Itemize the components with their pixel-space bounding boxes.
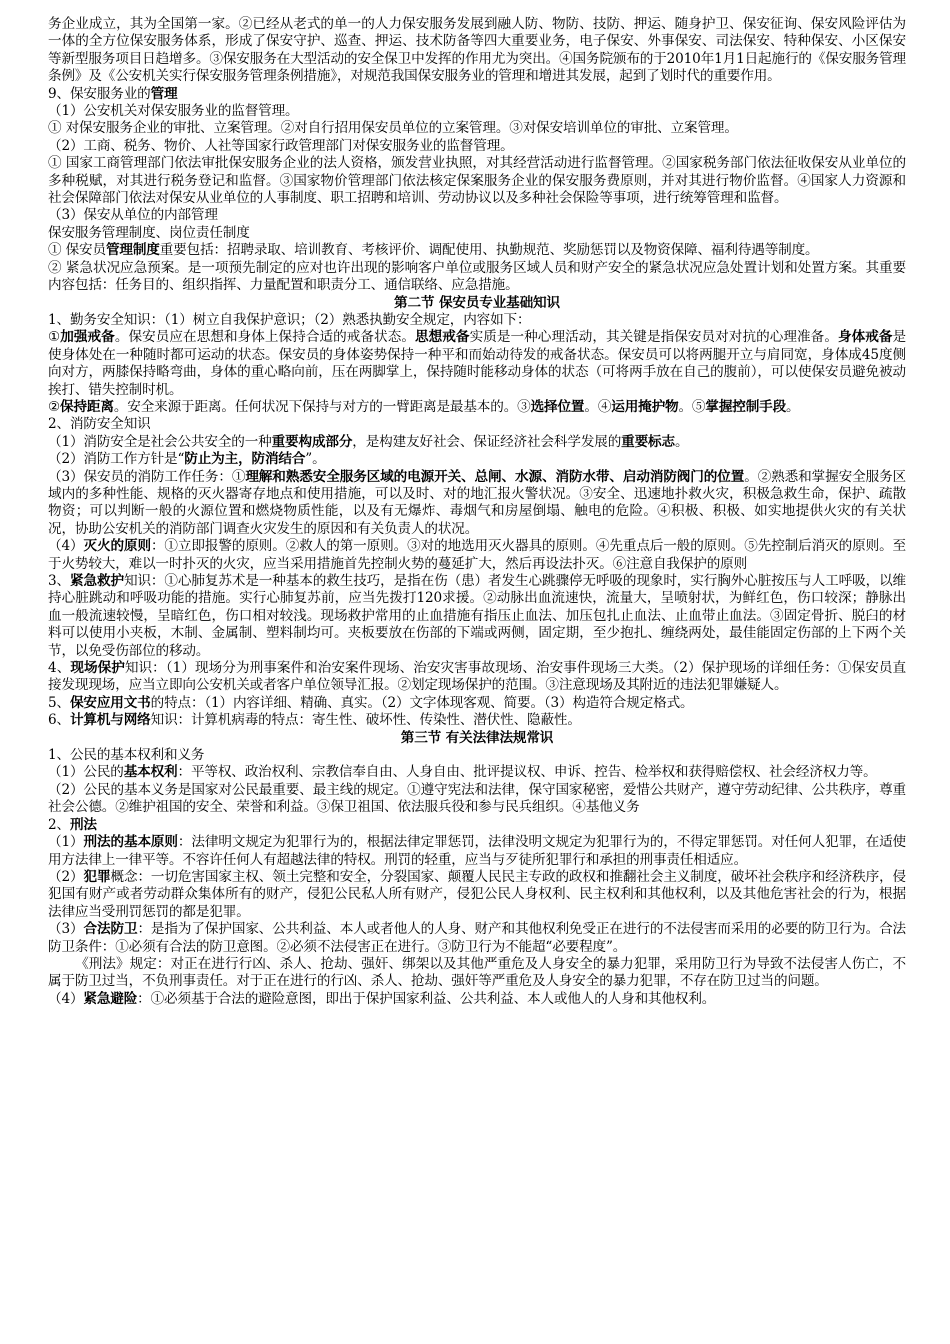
text-run: （2）工商、税务、物价、人社等国家行政管理部门对保安服务业的监督管理。: [48, 137, 514, 154]
text-run: ：法律明文规定为犯罪行为的，根据法律定罪惩罚，法律没明文规定为犯罪行为的，不得定罪惩罚。对任何人犯罪，在适使用方法律上一律平等。不容许任何人有超越法律的特权。刑罚的轻重，应当与歹徒所犯罪行和承担的刑事责任相适应。: [48, 834, 906, 868]
bold-run: 管理: [150, 85, 178, 102]
bold-run: 运用掩护物: [611, 398, 679, 415]
paragraph: [48, 712, 906, 729]
paragraph: [48, 834, 906, 869]
text-run: 概念：一切危害国家主权、领土完整和安全，分裂国家、颠覆人民民主专政的政权和推翻社会主义制度，破坏社会秩序和经济秩序，侵犯国有财产或者劳动群众集体所有的财产，侵犯公民私人所有财产，侵犯公民人身权利、民主权利和其他权利，以及其他危害社会的行为，根据法律应当受刑罚惩罚的都是犯罪。: [48, 868, 906, 920]
bold-run: 刑法的基本原则: [83, 834, 178, 851]
bold-run: 基本权利: [123, 764, 178, 781]
paragraph: [48, 921, 906, 956]
paragraph: [48, 782, 906, 817]
paragraph: [48, 538, 906, 573]
bold-run: 保持距离: [60, 398, 114, 415]
text-run: 的特点：（1）内容详细、精确、真实。（2）文字体现客观、简要。（3）构造符合规定格式。: [150, 694, 694, 711]
bold-run: 选择位置: [530, 398, 585, 415]
bold-run: 犯罪: [83, 868, 111, 885]
text-run: （1）公安机关对保安服务业的监督管理。: [48, 103, 299, 120]
text-run: ① 保安员: [48, 242, 106, 259]
text-run: （2）消防工作方针是“: [48, 451, 185, 468]
text-run: 。安全来源于距离。任何状况下保持与对方的一臂距离是最基本的。③: [113, 398, 531, 415]
section-heading: [48, 295, 906, 312]
bold-run: 紧急避险: [83, 990, 138, 1007]
bold-run: 刑法: [69, 816, 97, 833]
text-run: ① 国家工商管理部门依法审批保安服务企业的法人资格，颁发营业执照，对其经营活动进行监督管理。②国家税务部门依法征收保安从业单位的多种税赋，对其进行税务登记和监督。③国家物价管理部门依法核定保案服务企业的保安服务费原则，并对其进行物价监督。④国家人力资源和社会保障部门依法对保安从业单位的人事制度、职工招聘和培训、劳动协议以及多种社会保险等事项，进行统筹管理和监督。: [48, 155, 906, 207]
paragraph: [48, 120, 906, 137]
bold-run: 理解和熟悉安全服务区域的电源开关、总闸、水源、消防水带、启动消防阀门的位置: [245, 468, 745, 485]
paragraph: [48, 434, 906, 451]
text-run: 4、: [48, 660, 71, 677]
text-run: （1）公民的: [48, 764, 124, 781]
text-run: 。②熟悉和掌握安全服务区域内的多种性能、规格的灭火器寄存地点和使用措施，可以及时、对的地汇报火警状况。③安全、迅速地扑救火灾，积极急救生命，保护、疏散物资；可以判断一般的火源位置和燃烧物质性能，以及有无爆炸、毒烟气和房屋倒塌、触电的危险。④积极、积极、如实地提供火灾的有关状况，协助公安机关的消防部门调查火灾发生的原因和有关负责人的状况。: [48, 468, 907, 537]
paragraph: [48, 695, 906, 712]
text-run: 9、保安服务业的: [48, 85, 151, 102]
paragraph: [48, 103, 906, 120]
bold-run: 重要构成部分: [271, 433, 353, 450]
bold-run: 保安应用文书: [69, 694, 151, 711]
text-run: ：是指为了保护国家、公共利益、本人或者他人的人身、财产和其他权利免受正在进行的不法侵害而采用的必要的防卫行为。合法防卫条件：①必须有合法的防卫意图。②必须不法侵害正在进行。③防卫行为不能超“必要程度”。: [48, 921, 906, 955]
text-run: 1、公民的基本权利和义务: [48, 747, 205, 764]
bold-run: 紧急救护: [70, 573, 124, 589]
bold-run: 掌握控制手段: [705, 398, 787, 415]
paragraph: [48, 660, 906, 695]
text-run: ：①必须基于合法的避险意图，即出于保护国家利益、公共利益、本人或他人的人身和其他权利。: [137, 990, 716, 1007]
text-run: 务企业成立，其为全国第一家。②已经从老式的单一的人力保安服务发展到融人防、物防、技防、押运、随身护卫、保安征询、保安风险评估为一体的全方位保安服务体系，形成了保安守护、巡查、押运、技术防备等四大重要业务，电子保安、外事保安、司法保安、特种保安、小区保安等新型服务项目日趋增多。③保安服务在大型活动的安全保卫中发挥的作用尤为突出。④国务院颁布的于2010年1月1日起施行的《保安服务管理条例》及《公安机关实行保安服务管理条例措施》，对规范我国保安服务业的管理和增进其发展，起到了划时代的重要作用。: [48, 16, 906, 85]
paragraph: [48, 573, 906, 660]
bold-run: 重要标志: [621, 433, 675, 450]
text-run: 。: [786, 398, 800, 415]
text-run: 。保安员应在思想和身体上保持合适的戒备状态。: [114, 329, 415, 346]
text-run: 2、: [48, 816, 70, 833]
paragraph: [48, 207, 906, 224]
text-run: 2、消防安全知识: [48, 416, 151, 433]
text-run: 。④: [584, 398, 612, 415]
text-run: （3）保安员的消防工作任务：①: [48, 468, 246, 485]
text-run: 《刑法》规定：对正在进行行凶、杀人、抢劫、强奸、绑架以及其他严重危及人身安全的暴力犯罪，采用防卫行为导致不法侵害人伤亡，不属于防卫过当，不负刑事责任。对于正在进行的行凶、杀人、抢劫、强奸等严重危及人身安全的暴力犯罪，不存在防卫过当的问题。: [48, 955, 906, 990]
text-run: （1）消防安全是社会公共安全的一种: [48, 433, 272, 450]
text-run: ”。: [305, 451, 326, 468]
text-run: （1）: [48, 834, 84, 851]
bold-run: 灭火的原则: [83, 538, 151, 555]
text-run: ①: [48, 329, 61, 346]
text-run: 实质是一种心理活动，其关键是指保安员对对抗的心理准备。: [469, 329, 838, 346]
text-run: （2）: [48, 868, 84, 885]
text-run: ②: [48, 398, 61, 415]
text-run: 。⑤: [678, 398, 706, 415]
text-run: （4）: [48, 538, 84, 555]
paragraph: [48, 991, 906, 1008]
paragraph: [48, 764, 906, 781]
text-run: ：①立即报警的原则。②救人的第一原则。③对的地选用灭火器具的原则。④先重点后一般的原则。⑤先控制后消灭的原则。至于火势较大，难以一时扑灭的火灾，应当采用措施首先控制火势的蔓延扩大，然后再设法扑灭。⑥注意自我保护的原则: [48, 538, 906, 572]
paragraph: [48, 747, 906, 764]
bold-run: 现场保护: [70, 660, 125, 677]
text-run: （2）公民的基本义务是国家对公民最重要、最主线的规定。①遵守宪法和法律，保守国家秘密，爱惜公共财产，遵守劳动纪律、公共秩序，尊重社会公德。②维护祖国的安全、荣誉和利益。③保卫祖国、依法服兵役和参与民兵组织。④基他义务: [48, 781, 906, 816]
bold-run: 思想戒备: [415, 329, 470, 346]
paragraph: [48, 416, 906, 433]
paragraph: [48, 242, 906, 259]
text-run: 是使身体处在一种随时都可运动的状态。保安员的身体姿势保持一种平和而始动待发的戒备状态。保安员可以将两腿开立与肩同宽，身体成45度侧向对方，两膝保持略弯曲，身体的重心略向前，压在两脚掌上，保持随时能移动身体的状态（可将两手放在自己的腹前），可以使保安员避免被动挨打、错失控制时机。: [48, 329, 906, 398]
paragraph: [48, 225, 906, 242]
text-run: 5、: [48, 694, 70, 711]
text-run: 3、: [48, 573, 71, 589]
bold-run: 管理制度: [105, 242, 160, 259]
text-run: 1、勤务安全知识：（1）树立自我保护意识；（2）熟悉执勤安全规定，内容如下：: [48, 311, 531, 328]
paragraph: [48, 469, 906, 539]
text-run: 第二节 保安员专业基础知识: [394, 294, 560, 311]
bold-run: 计算机与网络: [69, 712, 151, 729]
paragraph: [48, 956, 906, 991]
bold-run: 合法防卫: [83, 921, 138, 938]
text-run: 重要包括：招聘录取、培训教育、考核评价、调配使用、执勤规范、奖励惩罚以及物资保障、福利待遇等制度。: [159, 242, 819, 259]
text-run: 知识：（1）现场分为刑事案件和治安案件现场、治安灾害事故现场、治安事件现场三大类。（2）保护现场的详细任务：①保安员直接发现现场，应当立即向公安机关或者客户单位领导汇报。②划定现场保护的范围。③注意现场及其附近的违法犯罪嫌疑人。: [48, 660, 906, 694]
paragraph: [48, 329, 906, 399]
text-run: ，是构建友好社会、保证经济社会科学发展的: [352, 433, 622, 450]
text-run: （3）保安从单位的内部管理: [48, 207, 218, 224]
bold-run: 防止为主，防消结合: [184, 451, 306, 468]
paragraph: [48, 16, 906, 86]
text-run: 。: [674, 433, 689, 450]
text-run: 6、: [48, 712, 70, 729]
text-run: （4）: [48, 990, 84, 1007]
paragraph: [48, 451, 906, 468]
text-run: ② 紧急状况应急预案。是一项预先制定的应对也许出现的影响客户单位或服务区域人员和财产安全的紧急状况应急处置计划和处置方案。其重要内容包括：任务目的、组织指挥、力量配置和职责分工、通信联络、应急措施。: [48, 259, 906, 294]
bold-run: 加强戒备: [60, 329, 115, 346]
text-run: 第三节 有关法律法规常识: [400, 729, 554, 746]
paragraph: [48, 399, 906, 416]
text-run: 知识：计算机病毒的特点：寄生性、破坏性、传染性、潜伏性、隐蔽性。: [150, 712, 581, 729]
paragraph: [48, 817, 906, 834]
paragraph: [48, 260, 906, 295]
paragraph: [48, 312, 906, 329]
text-run: ① 对保安服务企业的审批、立案管理。②对自行招用保安员单位的立案管理。③对保安培训单位的审批、立案管理。: [48, 120, 738, 137]
paragraph: [48, 155, 906, 207]
bold-run: 身体戒备: [837, 329, 893, 346]
paragraph: [48, 869, 906, 921]
paragraph: [48, 86, 906, 103]
text-run: 保安服务管理制度、岗位责任制度: [48, 224, 250, 241]
text-run: 知识：①心肺复苏术是一种基本的救生技巧，是指在伤（患）者发生心跳骤停无呼吸的现象时，实行胸外心脏按压与人工呼吸，以维持心脏跳动和呼吸功能的措施。实行心肺复苏前，应当先拨打120求援。②动脉出血流速快，流量大，呈喷射状，为鲜红色，伤口较深；静脉出血一般流速较慢，呈暗红色，伤口相对较浅。现场救护常用的止血措施有指压止血法、加压包扎止血法、止血带止血法。③固定骨折、脱臼的材料可以使用小夹板，木制、金属制、塑料制均可。夹板要放在伤部的下端或两侧，固定期，至少抱扎、缠绕两处，最佳能固定伤部的上下两个关节，以免受伤部位的移动。: [48, 573, 906, 659]
section-heading: [48, 730, 906, 747]
paragraph: [48, 138, 906, 155]
text-run: ：平等权、政治权利、宗教信奉自由、人身自由、批评提议权、申诉、控告、检举权和获得赔偿权、社会经济权力等。: [177, 764, 877, 781]
text-run: （3）: [48, 921, 84, 938]
